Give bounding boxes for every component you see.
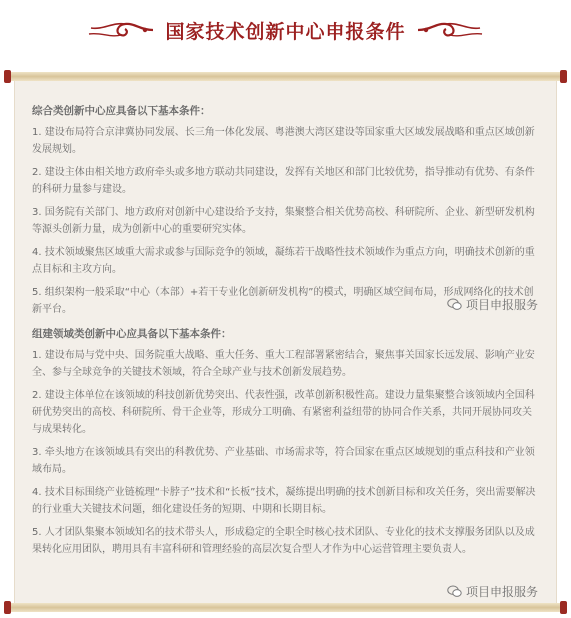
scroll-roller-top [6,72,565,81]
wechat-icon [447,298,462,311]
page-title: 国家技术创新中心申报条件 [165,20,406,43]
section-1-item: 1. 建设布局符合京津冀协同发展、长三角一体化发展、粤港澳大湾区建设等国家重大区域发展战略和重点区域创新发展规划。 [32,127,535,155]
section-2-item: 4. 技术目标围绕产业链梳理“卡脖子”技术和“长板”技术，凝练提出明确的技术创新目标和攻关任务，突出需要解决的行业重大关键技术问题，细化建设任务的短期、中期和长期目标。 [32,487,536,515]
section-2-item: 5. 人才团队集聚本领域知名的技术带头人，形成稳定的全职全时核心技术团队、专业化的技术支撑服务团队以及成果转化应用团队，聘用具有丰富科研和管理经验的高层次复合型人才作为中心运营管理主要负责人。 [32,527,535,555]
scroll-roller-bottom [6,603,565,612]
left-flourish-icon [85,18,155,42]
section-1-title: 综合类创新中心应具备以下基本条件： [32,105,211,117]
watermark-text: 项目申报服务 [466,298,539,312]
section-1-item: 2. 建设主体由相关地方政府牵头或多地方联动共同建设，发挥有关地区和部门比较优势，指导推动有优势、有条件的科研力量参与建设。 [32,167,535,195]
section-1-item: 4. 技术领域聚焦区域重大需求或参与国际竞争的领域，凝练若干战略性技术领域作为重点方向，明确技术创新的重点目标和主攻方向。 [32,247,535,275]
section-2-item: 1. 建设布局与党中央、国务院重大战略、重大任务、重大工程部署紧密结合，聚焦事关国家长远发展、影响产业安全、参与全球竞争的关键技术领域，符合全球产业与技术创新发展趋势。 [32,350,535,378]
watermark [447,583,538,600]
watermark-text: 项目申报服务 [466,585,539,599]
section-2-item: 3. 牵头地方在该领域具有突出的科教优势、产业基础、市场需求等，符合国家在重点区域规划的重点科技和产业领域布局。 [32,447,535,475]
page-header [0,0,571,60]
watermark [447,296,538,313]
content-panel [14,81,557,603]
wechat-icon [447,585,462,598]
section-2-item: 2. 建设主体单位在该领域的科技创新优势突出、代表性强，改革创新积极性高。建设力量集聚整合该领域内全国科研优势突出的高校、科研院所、骨干企业等，形成分工明确、有紧密利益纽带的协同合作关系，共同开展协同攻关与成果转化。 [32,390,535,435]
section-2-title: 组建领域类创新中心应具备以下基本条件： [32,328,232,340]
scroll-frame [6,72,565,612]
section-1-item: 3. 国务院有关部门、地方政府对创新中心建设给予支持，集聚整合相关优势高校、科研院所、企业、新型研发机构等源头创新力量，成为创新中心的重要研究实体。 [32,207,535,235]
section-1-item: 5. 组织架构一般采取“中心（本部）+若干专业化创新研发机构”的模式，明确区域空间布局，形成网络化的技术创新平台。 [32,287,534,315]
right-flourish-icon [416,18,486,42]
content-body [32,103,540,564]
